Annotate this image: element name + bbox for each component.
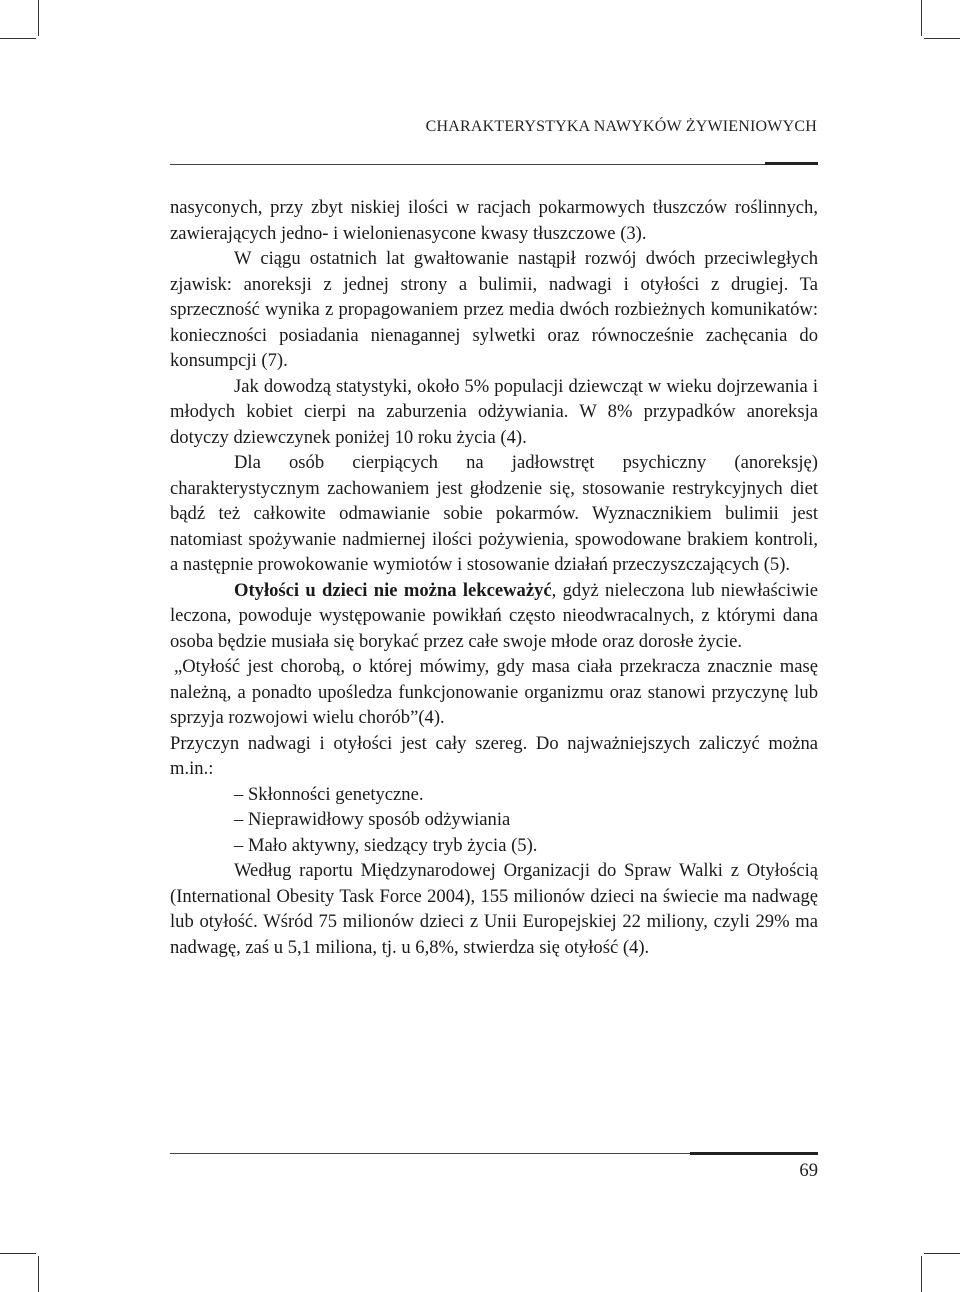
paragraph: Dla osób cierpiących na jadłowstręt psychiczny (anoreksję) charakterystycznym zachowaniem jest głodzenie się, stosowanie restrykcyjnych diet bądź też całkowite odmawianie sobie pokarmów. Wyznacznikiem bulimii jest natomiast spożywanie nadmiernej ilości pożywienia, spowodowane brakiem kontroli, a następnie prowokowanie wymiotów i stosowanie działań przeczyszczających (5). (170, 452, 818, 575)
header-rule (170, 164, 765, 165)
crop-mark (38, 0, 39, 36)
crop-mark (921, 0, 922, 36)
paragraph: W ciągu ostatnich lat gwałtowanie nastąpił rozwój dwóch przeciwległych zjawisk: anoreksji z jednej strony a bulimii, nadwagi i otyłości z drugiej. Ta sprzeczność wynika z propagowaniem przez media dwóch rozbieżnych komunikatów: konieczności posiadania nienagannej sylwetki oraz równocześnie zachęcania do konsumpcji (7). (170, 248, 818, 371)
list-item: – Nieprawidłowy sposób odżywiania (234, 809, 511, 830)
paragraph: Według raportu Międzynarodowej Organizacji do Spraw Walki z Otyłością (International Obesity Task Force 2004), 155 milionów dzieci na świecie ma nadwagę lub otyłość. Wśród 75 milionów dzieci z Unii Europejskiej 22 miliony, czyli 29% ma nadwagę, zaś u 5,1 miliona, tj. u 6,8%, stwierdza się otyłość (4). (170, 860, 818, 958)
paragraph: Jak dowodzą statystyki, około 5% populacji dziewcząt w wieku dojrzewania i młodych kobiet cierpi na zaburzenia odżywiania. W 8% przypadków anoreksja dotyczy dziewczynek poniżej 10 roku życia (4). (170, 375, 818, 448)
footer-rule (170, 1153, 690, 1154)
crop-mark (38, 1256, 39, 1292)
paragraph-text: , gdyż nieleczona lub niewłaściwie leczona, powoduje występowanie powikłań często nieodwracalnych, z którymi dana osoba będzie musiała się borykać przez całe swoje młode oraz dorosłe życie. (170, 579, 818, 652)
footer-rule-accent (690, 1152, 818, 1155)
crop-mark (0, 1253, 36, 1254)
paragraph: nasyconych, przy zbyt niskiej ilości w racjach pokarmowych tłuszczów roślinnych, zawierających jedno- i wielonienasycone kwasy tłuszczowe (3). (170, 197, 818, 244)
list-item: – Mało aktywny, siedzący tryb życia (5). (234, 834, 538, 856)
header-rule-accent (765, 162, 818, 165)
emphasis-text: Otyłości u dzieci nie można lekceważyć (234, 579, 552, 601)
crop-mark (924, 1253, 960, 1254)
crop-mark (924, 38, 960, 39)
body-text (170, 195, 818, 960)
crop-mark (921, 1256, 922, 1292)
quote-paragraph: „Otyłość jest chorobą, o której mówimy, gdy masa ciała przekracza znacznie masę należną, a ponadto upośledza funkcjonowanie organizmu oraz stanowi przyczynę lub sprzyja rozwojowi wielu chorób”(4). (170, 656, 818, 728)
list-item: – Skłonności genetyczne. (234, 783, 424, 805)
page-number: 69 (799, 1160, 818, 1181)
running-title: CHARAKTERYSTYKA NAWYKÓW ŻYWIENIOWYCH (425, 118, 817, 135)
paragraph: Przyczyn nadwagi i otyłości jest cały szereg. Do najważniejszych zaliczyć można m.in.: (170, 732, 818, 779)
paragraph (170, 578, 818, 655)
crop-mark (0, 38, 36, 39)
